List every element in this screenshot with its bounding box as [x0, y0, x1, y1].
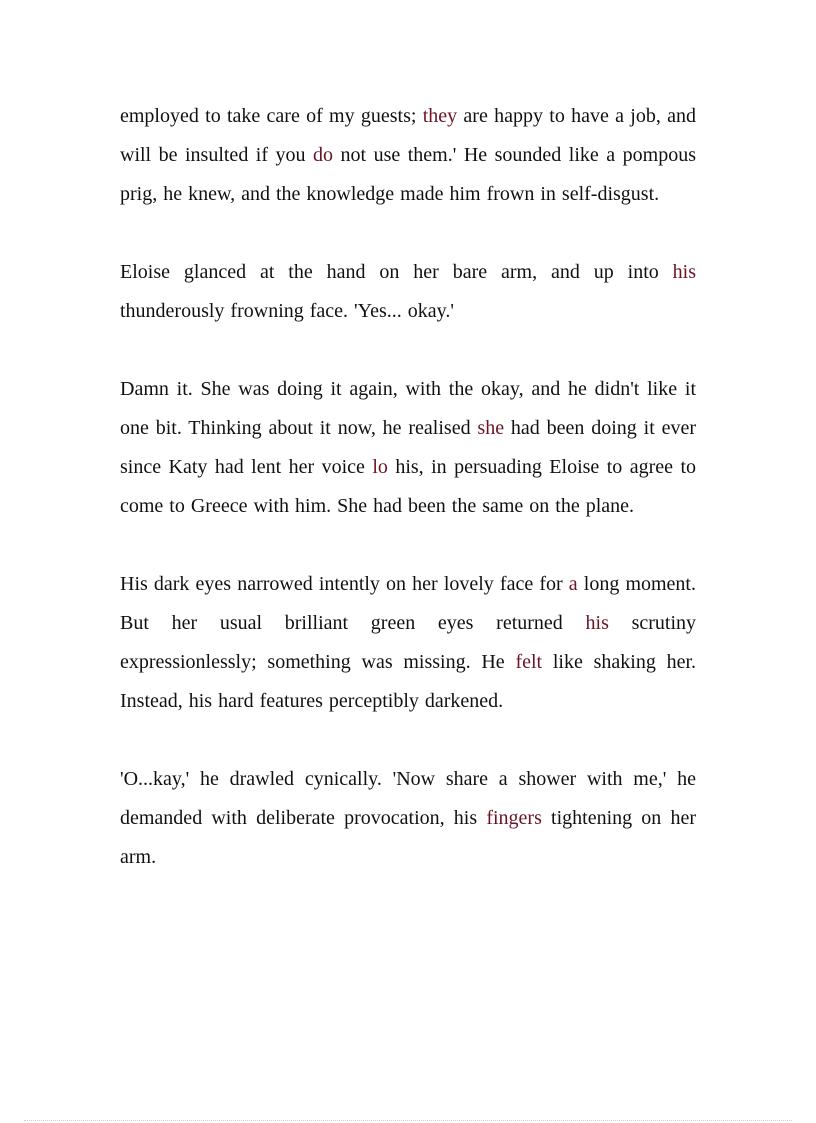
paragraph-4 [120, 565, 696, 721]
paragraph-2 [120, 253, 696, 331]
highlighted-word: fingers [486, 807, 542, 829]
highlighted-word: do [313, 144, 334, 166]
highlighted-word: his [585, 612, 609, 634]
text-segment: his, in persuading Eloise to agree to come to Greece with him. She had been the same on the plane. [120, 456, 697, 517]
text-segment: scrutiny expressionlessly; something was missing. He [120, 612, 696, 673]
text-segment: like shaking her. Instead, his hard features perceptibly darkened. [120, 651, 697, 712]
text-segment: His dark eyes narrowed intently on her lovely face for [120, 573, 569, 595]
highlighted-word: they [422, 105, 458, 127]
text-segment: not use them.' He sounded like a pompous prig, he knew, and the knowledge made him frown in self-disgust. [120, 144, 697, 205]
text-segment: tightening on her arm. [120, 807, 697, 868]
text-segment: long moment. But her usual brilliant green eyes returned [120, 573, 696, 634]
highlighted-word: a [568, 573, 578, 595]
text-segment: thunderously frowning face. 'Yes... okay.' [120, 300, 454, 322]
page-bottom-rule [24, 1120, 792, 1121]
text-segment: are happy to have a job, and will be insulted if you [120, 105, 696, 166]
text-segment: had been doing it ever since Katy had lent her voice [120, 417, 696, 478]
highlighted-word: his [672, 261, 696, 283]
text-body [120, 97, 696, 877]
paragraph-5 [120, 760, 696, 877]
paragraph-1 [120, 97, 696, 214]
text-segment: employed to take care of my guests; [120, 105, 423, 127]
paragraph-3 [120, 370, 696, 526]
text-segment: 'O...kay,' he drawled cynically. 'Now share a shower with me,' he demanded with deliberate provocation, his [120, 768, 696, 829]
text-segment: Damn it. She was doing it again, with the okay, and he didn't like it one bit. Thinking about it now, he realised [120, 378, 696, 439]
highlighted-word: felt [515, 651, 543, 673]
highlighted-word: lo [372, 456, 388, 478]
text-segment: Eloise glanced at the hand on her bare arm, and up into [120, 261, 673, 283]
highlighted-word: she [477, 417, 505, 439]
